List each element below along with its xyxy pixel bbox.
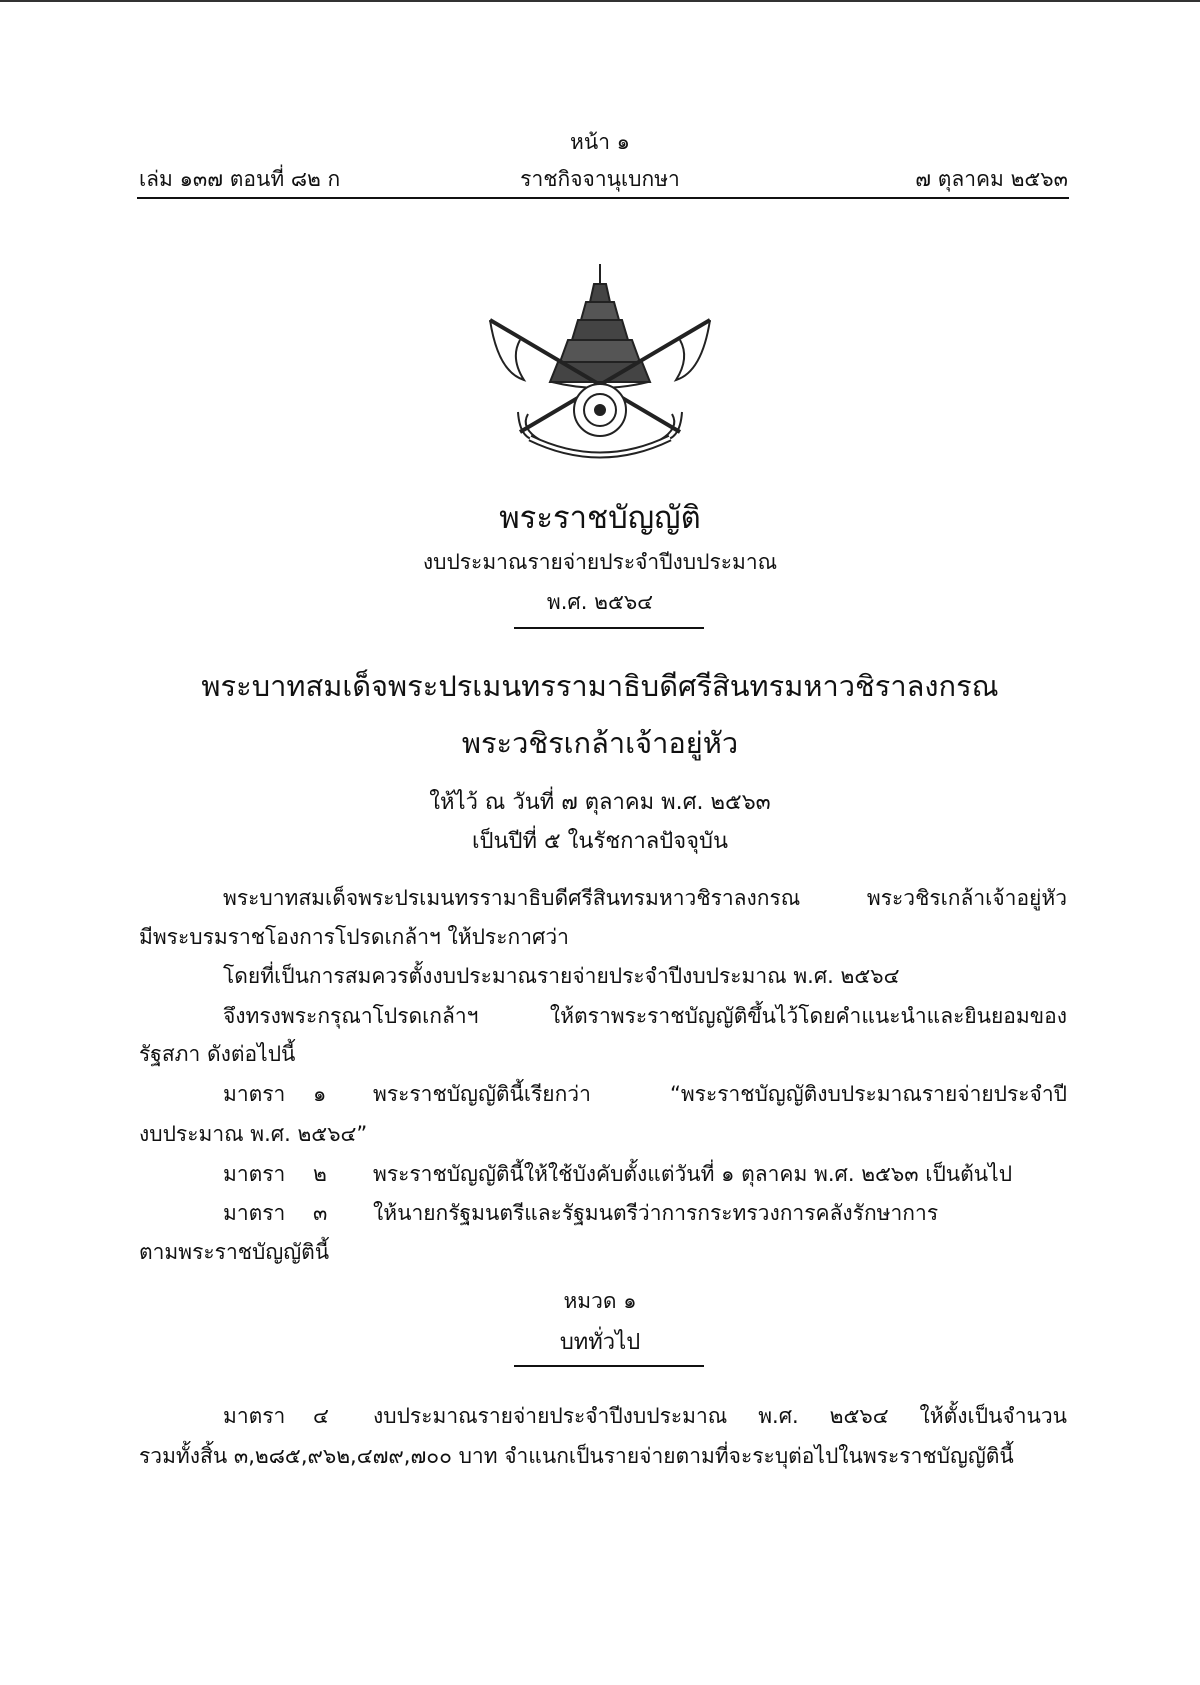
- section-number: ๓: [313, 1201, 328, 1225]
- section-text: พระราชบัญญัตินี้เรียกว่า “พระราชบัญญัติงบประมาณรายจ่ายประจำปี: [373, 1082, 1067, 1106]
- section-label: มาตรา: [223, 1162, 286, 1186]
- preamble-p3-line1: จึงทรงพระกรุณาโปรดเกล้าฯ ให้ตราพระราชบัญญัติขึ้นไว้โดยคำแนะนำและยินยอมของ: [223, 1004, 1067, 1028]
- chapter-title: บททั่วไป: [559, 1330, 641, 1355]
- document-title: พระราชบัญญัติ: [499, 500, 701, 536]
- chapter-divider: [514, 1365, 704, 1367]
- section-number: ๔: [313, 1404, 329, 1428]
- header-rule: [137, 197, 1069, 199]
- section-text: ให้นายกรัฐมนตรีและรัฐมนตรีว่าการกระทรวงการคลังรักษาการ: [373, 1201, 939, 1225]
- section-label: มาตรา: [223, 1082, 286, 1106]
- king-name-line2: พระวชิรเกล้าเจ้าอยู่หัว: [461, 726, 739, 760]
- gazette-name: ราชกิจจานุเบกษา: [520, 167, 680, 191]
- section-4: [223, 1400, 1067, 1433]
- document-subtitle: งบประมาณรายจ่ายประจำปีงบประมาณ: [422, 550, 778, 574]
- title-divider: [514, 627, 704, 629]
- preamble-p3-line2: รัฐสภา ดังต่อไปนี้: [139, 1042, 296, 1066]
- chapter-label: หมวด ๑: [563, 1289, 637, 1313]
- preamble-p2: โดยที่เป็นการสมควรตั้งงบประมาณรายจ่ายประจำปีงบประมาณ พ.ศ. ๒๕๖๔: [223, 964, 900, 988]
- page-number: หน้า ๑: [570, 130, 630, 154]
- section-text: งบประมาณรายจ่ายประจำปีงบประมาณ พ.ศ. ๒๕๖๔ ให้ตั้งเป็นจำนวน: [373, 1404, 1067, 1428]
- given-date: ให้ไว้ ณ วันที่ ๗ ตุลาคม พ.ศ. ๒๕๖๓: [429, 790, 771, 815]
- section-label: มาตรา: [223, 1201, 286, 1225]
- publication-date: ๗ ตุลาคม ๒๕๖๓: [915, 167, 1068, 191]
- section-1: [223, 1078, 1067, 1111]
- section-number: ๒: [313, 1162, 327, 1186]
- volume-issue: เล่ม ๑๓๗ ตอนที่ ๘๒ ก: [139, 167, 341, 191]
- section-number: ๑: [313, 1082, 327, 1106]
- preamble-p1-line1: พระบาทสมเด็จพระปรเมนทรรามาธิบดีศรีสินทรมหาวชิราลงกรณ พระวชิรเกล้าเจ้าอยู่หัว: [223, 886, 1067, 910]
- section-4-cont: รวมทั้งสิ้น ๓,๒๘๕,๙๖๒,๔๗๙,๗๐๐ บาท จำแนกเป็นรายจ่ายตามที่จะระบุต่อไปในพระราชบัญญัตินี้: [139, 1444, 1014, 1468]
- section-text: พระราชบัญญัตินี้ให้ใช้บังคับตั้งแต่วันที่ ๑ ตุลาคม พ.ศ. ๒๕๖๓ เป็นต้นไป: [373, 1162, 1013, 1186]
- section-label: มาตรา: [223, 1404, 286, 1428]
- section-2: [223, 1158, 1067, 1191]
- preamble-p1-line2: มีพระบรมราชโองการโปรดเกล้าฯ ให้ประกาศว่า: [139, 925, 569, 949]
- section-1-cont: งบประมาณ พ.ศ. ๒๕๖๔”: [139, 1122, 368, 1146]
- royal-emblem-icon: [480, 262, 720, 467]
- king-name-line1: พระบาทสมเด็จพระปรเมนทรรามาธิบดีศรีสินทรมหาวชิราลงกรณ: [201, 669, 999, 703]
- reign-year: เป็นปีที่ ๕ ในรัชกาลปัจจุบัน: [471, 829, 729, 854]
- document-year: พ.ศ. ๒๕๖๔: [546, 590, 654, 614]
- top-border: [0, 0, 1200, 2]
- section-3: [223, 1197, 1067, 1230]
- section-3-cont: ตามพระราชบัญญัตินี้: [139, 1240, 330, 1264]
